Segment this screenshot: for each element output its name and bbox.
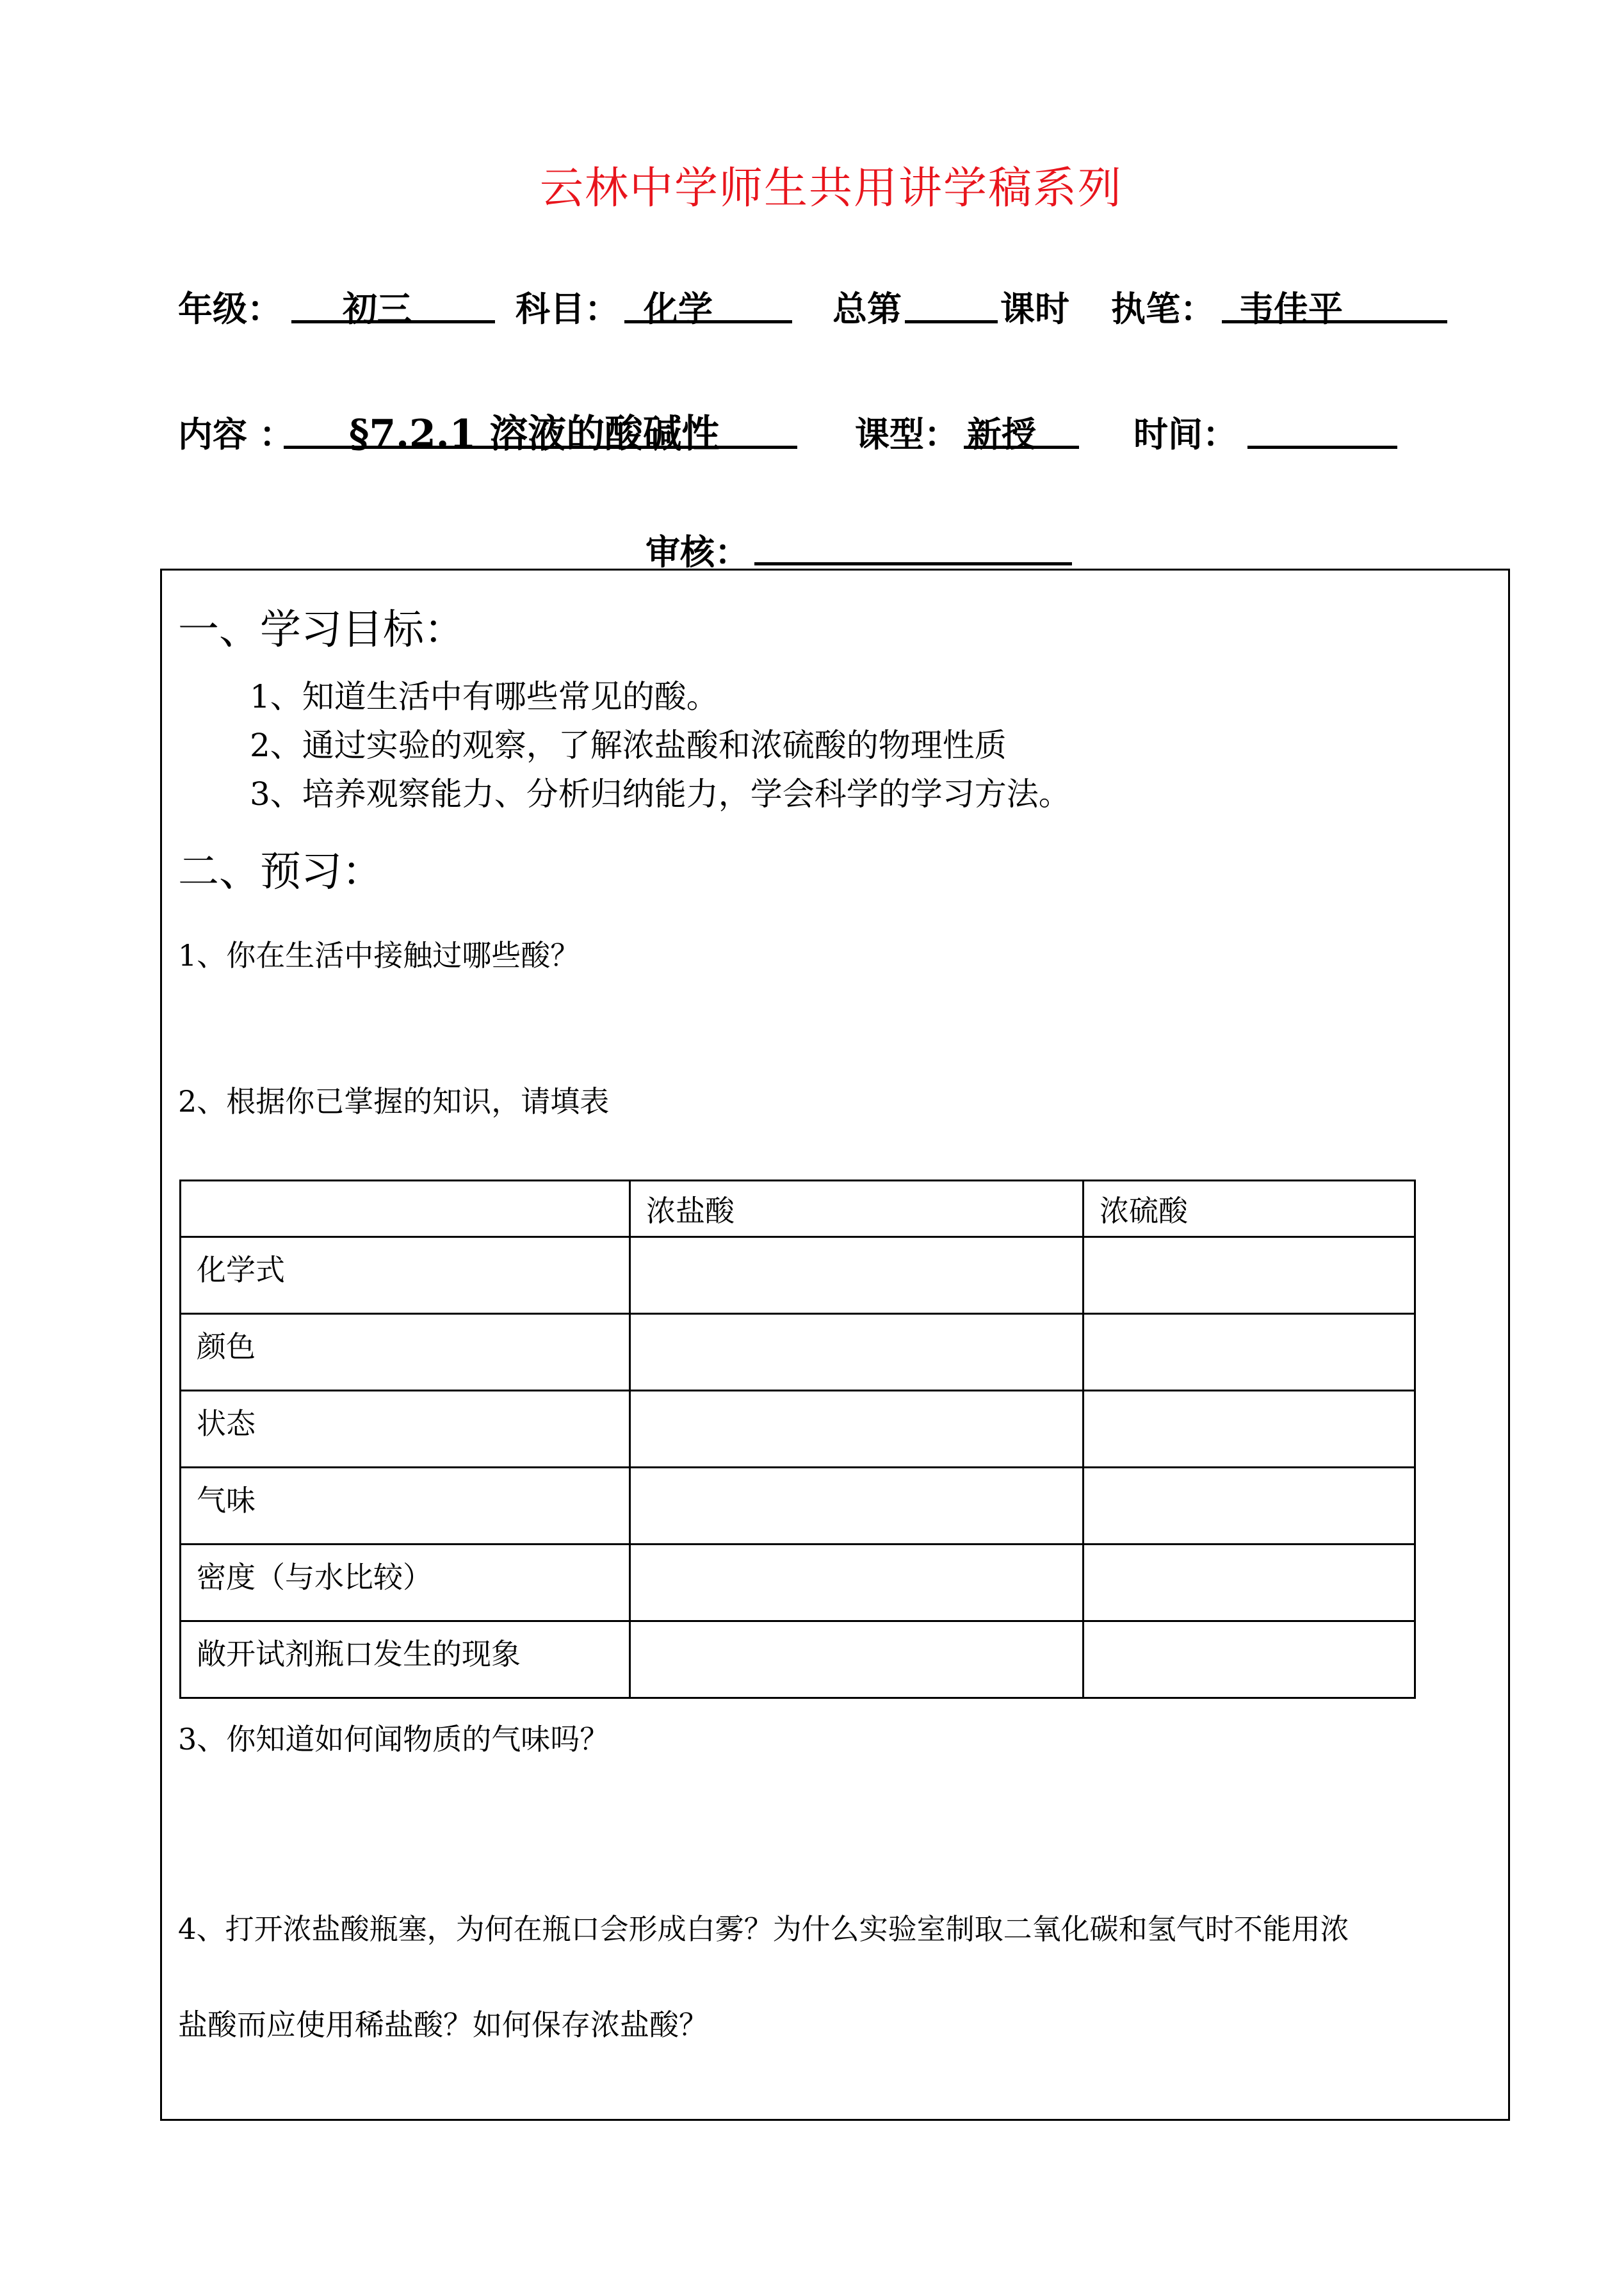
table-header-cell: 浓硫酸 — [1084, 1181, 1415, 1237]
objective-item: 3、培养观察能力、分析归纳能力，学会科学的学习方法。 — [250, 775, 1071, 813]
time-label: 时间： — [1133, 414, 1237, 455]
preview-question-2: 2、根据你已掌握的知识，请填表 — [178, 1084, 610, 1119]
table-blank-cell[interactable] — [630, 1468, 1084, 1545]
table-row-label: 化学式 — [181, 1237, 630, 1314]
grade-value: 初三 — [343, 288, 412, 329]
grade-label: 年级： — [178, 288, 282, 329]
table-blank-cell[interactable] — [1084, 1237, 1415, 1314]
total-lessons-label: 总第 — [832, 288, 902, 329]
table-row-label: 颜色 — [181, 1314, 630, 1391]
review-label: 审核： — [646, 531, 749, 572]
table-row — [181, 1237, 1415, 1314]
table-blank-cell[interactable] — [630, 1237, 1084, 1314]
table-header-row — [181, 1181, 1415, 1237]
content-label: 内容 ： — [178, 414, 294, 455]
lesson-unit-label: 课时 — [1000, 288, 1069, 329]
subject-value: 化学 — [644, 288, 713, 329]
table-blank-cell[interactable] — [630, 1621, 1084, 1698]
page-title: 云林中学师生共用讲学稿系列 — [539, 163, 1123, 214]
preview-question-4-line-1: 4、打开浓盐酸瓶塞，为何在瓶口会形成白雾？为什么实验室制取二氧化碳和氢气时不能用浓 — [178, 1912, 1349, 1946]
table-row — [181, 1621, 1415, 1698]
table-blank-cell[interactable] — [630, 1314, 1084, 1391]
objective-item: 1、知道生活中有哪些常见的酸。 — [250, 678, 719, 715]
table-row — [181, 1468, 1415, 1545]
author-value: 韦佳平 — [1239, 288, 1343, 329]
review-underline — [754, 562, 1072, 565]
acid-properties-table — [179, 1180, 1416, 1699]
table-blank-cell[interactable] — [1084, 1468, 1415, 1545]
table-row-label: 状态 — [181, 1391, 630, 1468]
table-row — [181, 1314, 1415, 1391]
table-blank-cell[interactable] — [1084, 1621, 1415, 1698]
table-blank-cell[interactable] — [630, 1545, 1084, 1621]
table-row — [181, 1391, 1415, 1468]
content-value: §7.2.1 溶液的酸碱性 — [349, 412, 720, 457]
preview-question-4-line-2: 盐酸而应使用稀盐酸？如何保存浓盐酸？ — [178, 2007, 708, 2042]
lesson-type-label: 课型： — [855, 414, 959, 455]
preview-question-3: 3、你知道如何闻物质的气味吗？ — [178, 1722, 610, 1756]
objective-item: 2、通过实验的观察，了解浓盐酸和浓硫酸的物理性质 — [250, 727, 1007, 764]
objectives-heading: 一、学习目标： — [178, 606, 465, 654]
total-lessons-underline — [905, 320, 998, 323]
table-row-label: 气味 — [181, 1468, 630, 1545]
author-label: 执笔： — [1111, 288, 1215, 329]
table-blank-cell[interactable] — [1084, 1314, 1415, 1391]
preview-heading: 二、预习： — [178, 848, 383, 896]
table-row — [181, 1545, 1415, 1621]
table-blank-cell[interactable] — [1084, 1391, 1415, 1468]
lesson-type-value: 新授 — [967, 414, 1036, 455]
table-blank-cell[interactable] — [630, 1391, 1084, 1468]
table-blank-cell[interactable] — [1084, 1545, 1415, 1621]
time-underline — [1247, 446, 1397, 449]
table-row-label: 密度（与水比较） — [181, 1545, 630, 1621]
table-header-cell — [181, 1181, 630, 1237]
table-row-label: 敞开试剂瓶口发生的现象 — [181, 1621, 630, 1698]
preview-question-1: 1、你在生活中接触过哪些酸？ — [178, 938, 580, 973]
subject-label: 科目： — [516, 288, 619, 329]
table-header-cell: 浓盐酸 — [630, 1181, 1084, 1237]
